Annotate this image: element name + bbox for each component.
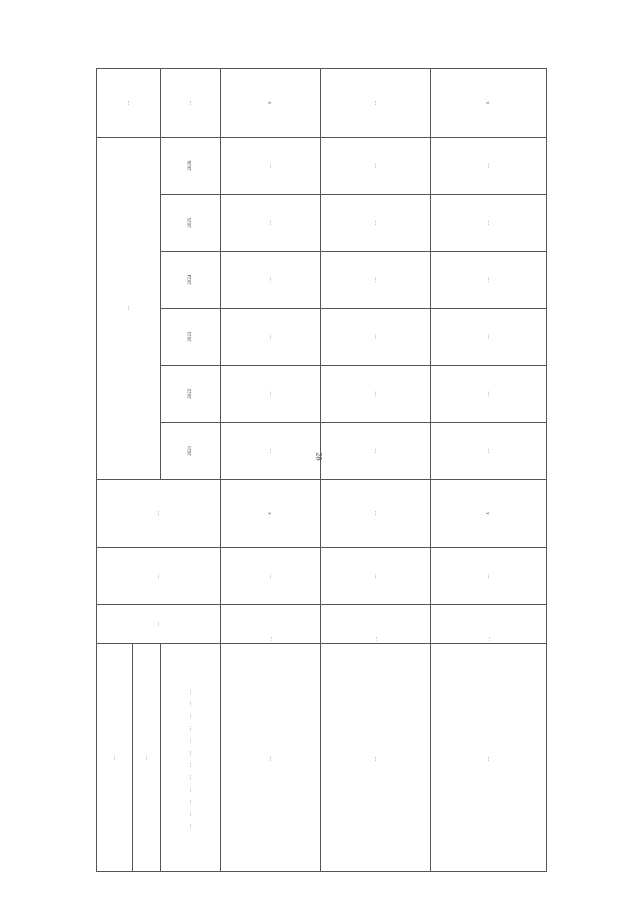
header-target-value: … bbox=[97, 69, 161, 138]
table-row bbox=[221, 69, 321, 872]
row-financial-year: x bbox=[221, 479, 321, 547]
header-unit: … bbox=[97, 548, 221, 605]
row-code: … bbox=[431, 643, 547, 871]
year-2023-header: 2023 bbox=[161, 308, 221, 365]
row-objective-text: … bbox=[321, 605, 431, 644]
row-financial-year: x bbox=[431, 479, 547, 547]
row-value-2021: … bbox=[221, 422, 321, 479]
row-value-2026: … bbox=[221, 137, 321, 194]
code-columns-header: … … … … … … … … … … … … bbox=[161, 643, 221, 871]
row-value-2022: … bbox=[431, 365, 547, 422]
row-value-2026: … bbox=[431, 137, 547, 194]
row-unit: … bbox=[431, 548, 547, 605]
row-code: … bbox=[321, 643, 431, 871]
row-value-2023: … bbox=[431, 308, 547, 365]
row-value-2025: … bbox=[321, 194, 431, 251]
year-2024-header: 2024 bbox=[161, 251, 221, 308]
row-value-2023: … bbox=[221, 308, 321, 365]
page-number: 28 bbox=[314, 452, 324, 461]
row-financial-year: … bbox=[321, 479, 431, 547]
row-value-2025: … bbox=[221, 194, 321, 251]
header-financial-year: … bbox=[97, 479, 221, 547]
year-2026-header: 2026 bbox=[161, 137, 221, 194]
row-code: … bbox=[221, 643, 321, 871]
row-value-2026: … bbox=[321, 137, 431, 194]
row-value-2024: … bbox=[321, 251, 431, 308]
row-value-2022: … bbox=[221, 365, 321, 422]
target-value-subheader: … bbox=[161, 69, 221, 138]
row-value-2021: … bbox=[431, 422, 547, 479]
header-analytic-codes: … bbox=[133, 643, 161, 871]
header-budget-codes: … bbox=[97, 643, 133, 871]
row-value-2023: … bbox=[321, 308, 431, 365]
header-program-years: … bbox=[97, 137, 161, 479]
row-unit: … bbox=[221, 548, 321, 605]
table-row bbox=[321, 69, 431, 872]
row-value-2022: … bbox=[321, 365, 431, 422]
row-value-2024: … bbox=[221, 251, 321, 308]
row-unit: … bbox=[321, 548, 431, 605]
row-value-2021: … bbox=[321, 422, 431, 479]
row-value-2024: … bbox=[431, 251, 547, 308]
program-table bbox=[96, 68, 547, 872]
table-row bbox=[431, 69, 547, 872]
row-target-value: x bbox=[221, 69, 321, 138]
year-2025-header: 2025 bbox=[161, 194, 221, 251]
row-target-value: x bbox=[431, 69, 547, 138]
row-value-2025: … bbox=[431, 194, 547, 251]
year-2021-header: 2021 bbox=[161, 422, 221, 479]
header-objectives: … bbox=[97, 605, 221, 644]
row-objective-text: … bbox=[431, 605, 547, 644]
row-objective-text: … bbox=[221, 605, 321, 644]
year-2022-header: 2022 bbox=[161, 365, 221, 422]
rotated-table-container bbox=[96, 68, 546, 872]
row-target-value: … bbox=[321, 69, 431, 138]
